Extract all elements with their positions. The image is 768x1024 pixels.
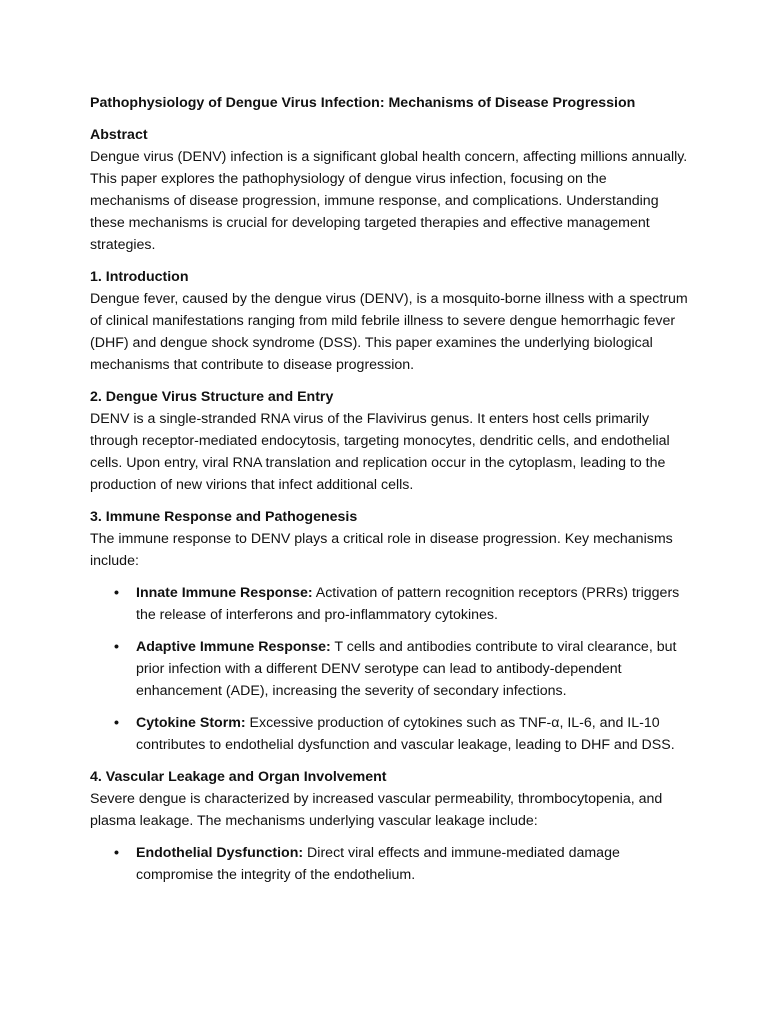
section-immune-response (90, 506, 690, 756)
bullet-icon: • (114, 585, 119, 601)
bullet-icon: • (114, 845, 119, 861)
list-item-term: Adaptive Immune Response: (136, 639, 331, 655)
list-item-term: Endothelial Dysfunction: (136, 845, 304, 861)
list-item (90, 842, 690, 886)
section-heading: 4. Vascular Leakage and Organ Involvement (90, 769, 387, 785)
bullet-list (90, 582, 690, 756)
list-item-text: Excessive production of cytokines such as TNF-α, IL-6, and IL-10 contributes to endothelial dysfunction and vascular leakage, leading to DHF and DSS. (136, 715, 675, 753)
section-heading: 2. Dengue Virus Structure and Entry (90, 389, 334, 405)
list-item-text: T cells and antibodies contribute to viral clearance, but prior infection with a different DENV serotype can lead to antibody-dependent enhancement (ADE), increasing the severity of secondary infections. (136, 639, 677, 699)
abstract-section (90, 124, 690, 256)
bullet-list (90, 842, 690, 886)
list-item (90, 636, 690, 702)
section-vascular-leakage (90, 766, 690, 886)
list-item-text: Direct viral effects and immune-mediated damage compromise the integrity of the endothelium. (136, 845, 620, 883)
section-heading: 1. Introduction (90, 269, 189, 285)
section-introduction (90, 266, 690, 376)
section-text: The immune response to DENV plays a critical role in disease progression. Key mechanisms include: (90, 531, 673, 569)
list-item (90, 712, 690, 756)
bullet-icon: • (114, 639, 119, 655)
list-item-term: Innate Immune Response: (136, 585, 313, 601)
section-structure-entry (90, 386, 690, 496)
document-title: Pathophysiology of Dengue Virus Infection: Mechanisms of Disease Progression (90, 95, 636, 111)
section-text: DENV is a single-stranded RNA virus of the Flavivirus genus. It enters host cells primarily through receptor-mediated endocytosis, targeting monocytes, dendritic cells, and endothelial cells. Upon entry, viral RNA translation and replication occur in the cytoplasm, leading to the production of new virions that infect additional cells. (90, 411, 670, 493)
section-heading: 3. Immune Response and Pathogenesis (90, 509, 358, 525)
list-item (90, 582, 690, 626)
list-item-term: Cytokine Storm: (136, 715, 246, 731)
bullet-icon: • (114, 715, 119, 731)
list-item-text: Activation of pattern recognition receptors (PRRs) triggers the release of interferons and pro-inflammatory cytokines. (136, 585, 680, 623)
document-page (90, 92, 690, 896)
abstract-text: Dengue virus (DENV) infection is a significant global health concern, affecting millions annually. This paper explores the pathophysiology of dengue virus infection, focusing on the mechanisms of disease progression, immune response, and complications. Understanding these mechanisms is crucial for developing targeted therapies and effective management strategies. (90, 149, 688, 253)
section-text: Dengue fever, caused by the dengue virus (DENV), is a mosquito-borne illness with a spectrum of clinical manifestations ranging from mild febrile illness to severe dengue hemorrhagic fever (DHF) and dengue shock syndrome (DSS). This paper examines the underlying biological mechanisms that contribute to disease progression. (90, 291, 688, 373)
section-text: Severe dengue is characterized by increased vascular permeability, thrombocytopenia, and plasma leakage. The mechanisms underlying vascular leakage include: (90, 791, 663, 829)
abstract-heading: Abstract (90, 127, 148, 143)
